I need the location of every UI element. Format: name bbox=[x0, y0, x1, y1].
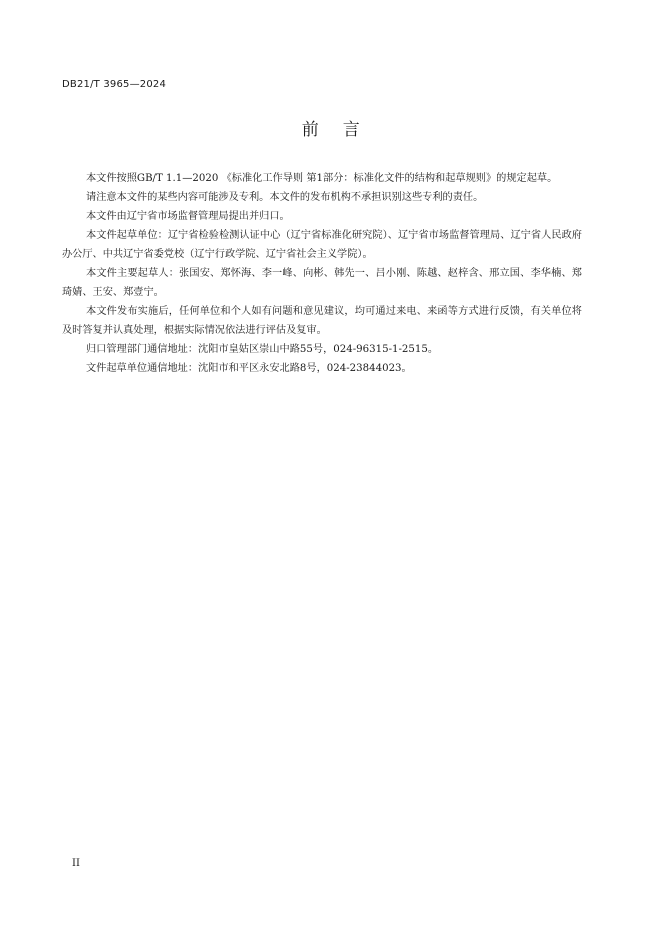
paragraph-drafting-basis: 本文件按照GB/T 1.1—2020 《标准化工作导则 第1部分：标准化文件的结构和起草规则》的规定起草。 bbox=[86, 173, 558, 184]
foreword-body bbox=[62, 169, 582, 378]
page-number: II bbox=[72, 858, 80, 869]
paragraph-proposer: 本文件由辽宁省市场监督管理局提出并归口。 bbox=[86, 211, 290, 222]
paragraph-drafters: 本文件主要起草人：张国安、郑怀海、李一峰、向彬、韩先一、吕小刚、陈越、赵梓含、邢立国、李华楠、郑琦婧、王安、郑壹宁。 bbox=[62, 268, 582, 298]
paragraph-drafting-units: 本文件起草单位：辽宁省检验检测认证中心（辽宁省标准化研究院）、辽宁省市场监督管理局、辽宁省人民政府办公厅、中共辽宁省委党校（辽宁行政学院、辽宁省社会主义学院）。 bbox=[62, 230, 582, 260]
paragraph-admin-address: 归口管理部门通信地址：沈阳市皇姑区崇山中路55号，024-96315-1-2515。 bbox=[86, 344, 439, 355]
document-code: DB21/T 3965—2024 bbox=[62, 79, 167, 90]
paragraph-patent-notice: 请注意本文件的某些内容可能涉及专利。本文件的发布机构不承担识别这些专利的责任。 bbox=[86, 192, 484, 203]
paragraph-feedback: 本文件发布实施后，任何单位和个人如有问题和意见建议，均可通过来电、来函等方式进行反馈，有关单位将及时答复并认真处理，根据实际情况依法进行评估及复审。 bbox=[62, 306, 582, 336]
paragraph-drafter-address: 文件起草单位通信地址：沈阳市和平区永安北路8号，024-23844023。 bbox=[86, 363, 412, 374]
page-title: 前 言 bbox=[301, 120, 361, 140]
